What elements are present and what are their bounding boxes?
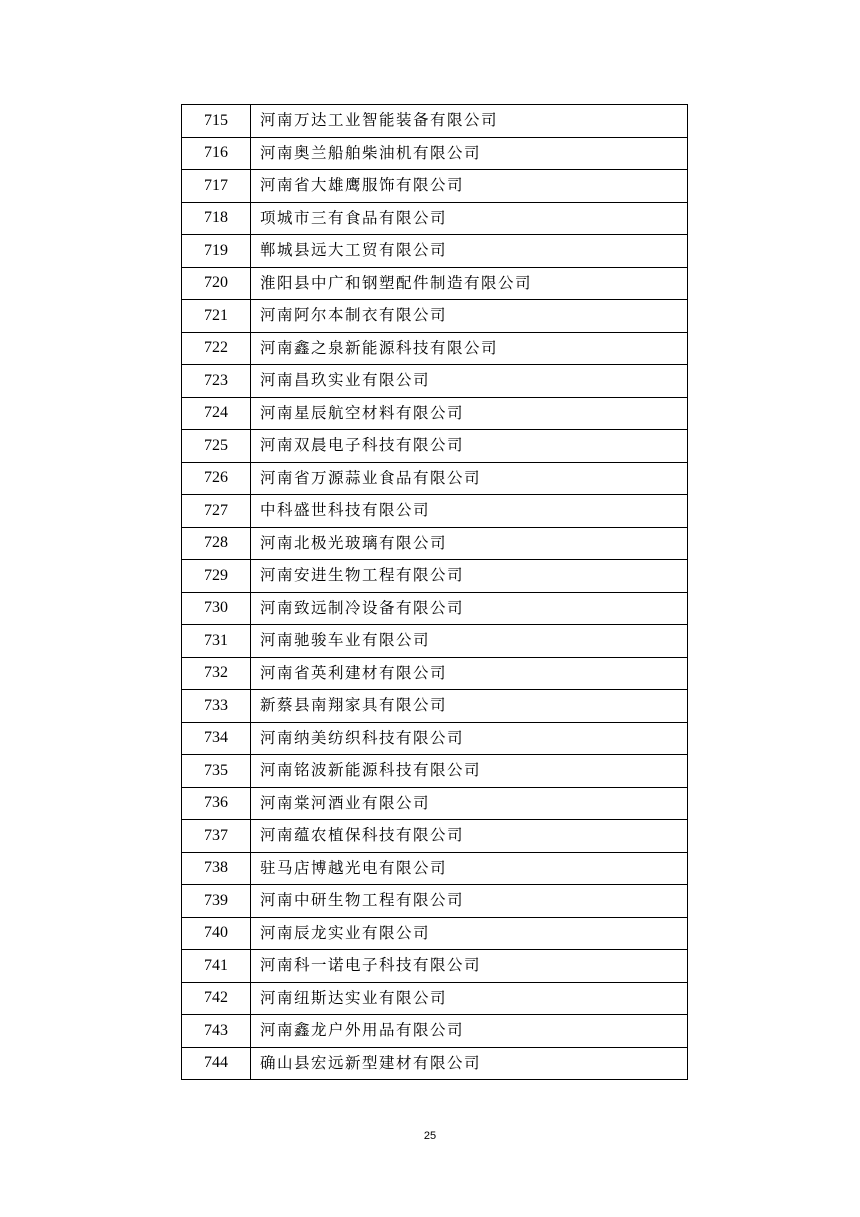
table-row bbox=[182, 820, 688, 853]
company-name: 河南鑫龙户外用品有限公司 bbox=[251, 1015, 688, 1048]
company-name: 河南中研生物工程有限公司 bbox=[251, 885, 688, 918]
row-number: 724 bbox=[182, 397, 251, 430]
row-number: 737 bbox=[182, 820, 251, 853]
table-row bbox=[182, 852, 688, 885]
row-number: 727 bbox=[182, 495, 251, 528]
company-name: 河南科一诺电子科技有限公司 bbox=[251, 950, 688, 983]
row-number: 722 bbox=[182, 332, 251, 365]
table-row bbox=[182, 462, 688, 495]
row-number: 716 bbox=[182, 137, 251, 170]
table-row bbox=[182, 170, 688, 203]
table-row bbox=[182, 592, 688, 625]
table-row bbox=[182, 722, 688, 755]
table-row bbox=[182, 755, 688, 788]
table-row bbox=[182, 657, 688, 690]
table-row bbox=[182, 105, 688, 138]
company-name: 驻马店博越光电有限公司 bbox=[251, 852, 688, 885]
company-name: 河南奥兰船舶柴油机有限公司 bbox=[251, 137, 688, 170]
table-row bbox=[182, 885, 688, 918]
row-number: 730 bbox=[182, 592, 251, 625]
company-name: 河南纳美纺织科技有限公司 bbox=[251, 722, 688, 755]
row-number: 725 bbox=[182, 430, 251, 463]
table-row bbox=[182, 430, 688, 463]
company-name: 河南省大雄鹰服饰有限公司 bbox=[251, 170, 688, 203]
row-number: 723 bbox=[182, 365, 251, 398]
company-name: 河南蕴农植保科技有限公司 bbox=[251, 820, 688, 853]
row-number: 736 bbox=[182, 787, 251, 820]
company-name: 中科盛世科技有限公司 bbox=[251, 495, 688, 528]
row-number: 733 bbox=[182, 690, 251, 723]
table-row bbox=[182, 235, 688, 268]
row-number: 731 bbox=[182, 625, 251, 658]
company-name: 淮阳县中广和钢塑配件制造有限公司 bbox=[251, 267, 688, 300]
company-name: 河南铭波新能源科技有限公司 bbox=[251, 755, 688, 788]
row-number: 718 bbox=[182, 202, 251, 235]
table-row bbox=[182, 202, 688, 235]
row-number: 715 bbox=[182, 105, 251, 138]
table-row bbox=[182, 332, 688, 365]
table-row bbox=[182, 137, 688, 170]
company-name: 项城市三有食品有限公司 bbox=[251, 202, 688, 235]
table-row bbox=[182, 527, 688, 560]
company-name: 河南北极光玻璃有限公司 bbox=[251, 527, 688, 560]
row-number: 741 bbox=[182, 950, 251, 983]
table-row bbox=[182, 1015, 688, 1048]
company-name: 河南辰龙实业有限公司 bbox=[251, 917, 688, 950]
row-number: 726 bbox=[182, 462, 251, 495]
company-name: 河南省万源蒜业食品有限公司 bbox=[251, 462, 688, 495]
table-row bbox=[182, 787, 688, 820]
table-row bbox=[182, 1047, 688, 1080]
company-name: 河南省英利建材有限公司 bbox=[251, 657, 688, 690]
row-number: 742 bbox=[182, 982, 251, 1015]
company-name: 河南昌玖实业有限公司 bbox=[251, 365, 688, 398]
company-list-table bbox=[181, 104, 688, 1080]
company-name: 河南安进生物工程有限公司 bbox=[251, 560, 688, 593]
row-number: 729 bbox=[182, 560, 251, 593]
table-row bbox=[182, 267, 688, 300]
table-row bbox=[182, 365, 688, 398]
table-row bbox=[182, 300, 688, 333]
row-number: 734 bbox=[182, 722, 251, 755]
row-number: 738 bbox=[182, 852, 251, 885]
company-name: 河南鑫之泉新能源科技有限公司 bbox=[251, 332, 688, 365]
row-number: 735 bbox=[182, 755, 251, 788]
company-name: 河南星辰航空材料有限公司 bbox=[251, 397, 688, 430]
company-name: 河南驰骏车业有限公司 bbox=[251, 625, 688, 658]
row-number: 719 bbox=[182, 235, 251, 268]
row-number: 717 bbox=[182, 170, 251, 203]
company-name: 河南阿尔本制衣有限公司 bbox=[251, 300, 688, 333]
company-name: 河南万达工业智能装备有限公司 bbox=[251, 105, 688, 138]
table-row bbox=[182, 397, 688, 430]
table-row bbox=[182, 950, 688, 983]
table-row bbox=[182, 625, 688, 658]
company-name: 河南致远制冷设备有限公司 bbox=[251, 592, 688, 625]
row-number: 740 bbox=[182, 917, 251, 950]
company-name: 河南棠河酒业有限公司 bbox=[251, 787, 688, 820]
table-row bbox=[182, 495, 688, 528]
row-number: 732 bbox=[182, 657, 251, 690]
table-row bbox=[182, 560, 688, 593]
row-number: 728 bbox=[182, 527, 251, 560]
company-name: 确山县宏远新型建材有限公司 bbox=[251, 1047, 688, 1080]
row-number: 744 bbox=[182, 1047, 251, 1080]
table-row bbox=[182, 982, 688, 1015]
table-row bbox=[182, 917, 688, 950]
page-number: 25 bbox=[423, 1130, 437, 1142]
company-name: 新蔡县南翔家具有限公司 bbox=[251, 690, 688, 723]
row-number: 720 bbox=[182, 267, 251, 300]
company-name: 郸城县远大工贸有限公司 bbox=[251, 235, 688, 268]
row-number: 739 bbox=[182, 885, 251, 918]
row-number: 721 bbox=[182, 300, 251, 333]
company-name: 河南双晨电子科技有限公司 bbox=[251, 430, 688, 463]
table-row bbox=[182, 690, 688, 723]
company-name: 河南纽斯达实业有限公司 bbox=[251, 982, 688, 1015]
table-body bbox=[182, 105, 688, 1080]
row-number: 743 bbox=[182, 1015, 251, 1048]
